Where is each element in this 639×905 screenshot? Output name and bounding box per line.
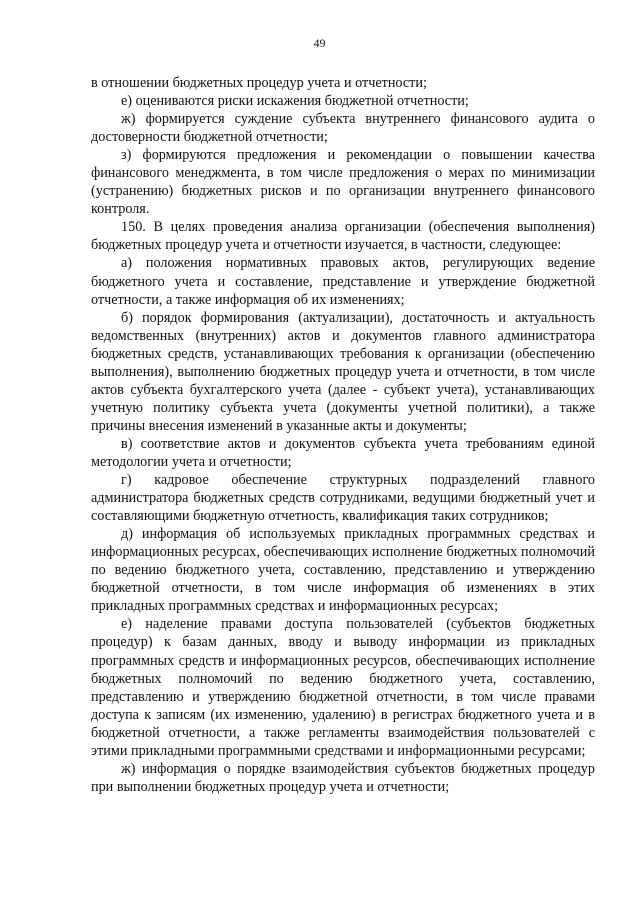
- page-number: 49: [313, 36, 326, 50]
- paragraph-item-g: г) кадровое обеспечение структурных подразделений главного администратора бюджетных средств сотрудниками, ведущими бюджетный учет и составляющими бюджетную отчетность, квалификация таких сотрудников;: [91, 472, 595, 525]
- paragraph-item-zh: ж) формируется суждение субъекта внутреннего финансового аудита о достоверности бюджетной отчетности;: [91, 111, 595, 146]
- paragraph-item-v: в) соответствие актов и документов субъекта учета требованиям единой методологии учета и отчетности;: [91, 435, 595, 470]
- paragraph-item-e: е) оцениваются риски искажения бюджетной отчетности;: [121, 93, 469, 110]
- paragraph-item-a: а) положения нормативных правовых актов, регулирующих ведение бюджетного учета и составление, представление и утверждение бюджетной отчетности, а также информация об их изменениях;: [91, 255, 595, 308]
- paragraph-item-d: д) информация об используемых прикладных программных средствах и информационных ресурсах, обеспечивающих исполнение бюджетных полномочий по ведению бюджетного учета, составлению, представлению и утверждению бюджетной отчетности, в том числе информация об изменениях в этих прикладных программных средствах и информационных ресурсах;: [91, 526, 595, 615]
- paragraph-clause-150: 150. В целях проведения анализа организации (обеспечения выполнения) бюджетных процедур учета и отчетности изучается, в частности, следующее:: [91, 219, 595, 254]
- paragraph-item-b: б) порядок формирования (актуализации), достаточность и актуальность ведомственных (внутренних) актов и документов главного администратора бюджетных средств, устанавливающих требования к организации (обеспечению выполнения), выполнению бюджетных процедур учета и отчетности, в том числе актов субъекта бухгалтерского учета (далее - субъект учета), устанавливающих учетную политику субъекта учета (документы учетной политики), а также причины внесения изменений в указанные акты и документы;: [91, 309, 595, 434]
- paragraph-item-z: з) формируются предложения и рекомендации о повышении качества финансового менеджмента, в том числе предложения о мерах по минимизации (устранению) бюджетных рисков и по организации внутреннего финансового контроля.: [91, 147, 595, 218]
- paragraph-continuation: в отношении бюджетных процедур учета и отчетности;: [91, 75, 427, 91]
- paragraph-item-e2: е) наделение правами доступа пользователей (субъектов бюджетных процедур) к базам данных, вводу и выводу информации из прикладных программных средств и информационных ресурсов, обеспечивающих исполнение бюджетных полномочий по ведению бюджетного учета, составлению, представлению и утверждению бюджетной отчетности, в том числе правами доступа к записям (их изменению, удалению) в регистрах бюджетного учета и в бюджетной отчетности, а также регламенты взаимодействия пользователей с этими прикладными программными средствами и информационными ресурсами;: [91, 616, 595, 759]
- paragraph-item-zh2: ж) информация о порядке взаимодействия субъектов бюджетных процедур при выполнении бюджетных процедур учета и отчетности;: [91, 760, 595, 795]
- document-body: [91, 74, 595, 796]
